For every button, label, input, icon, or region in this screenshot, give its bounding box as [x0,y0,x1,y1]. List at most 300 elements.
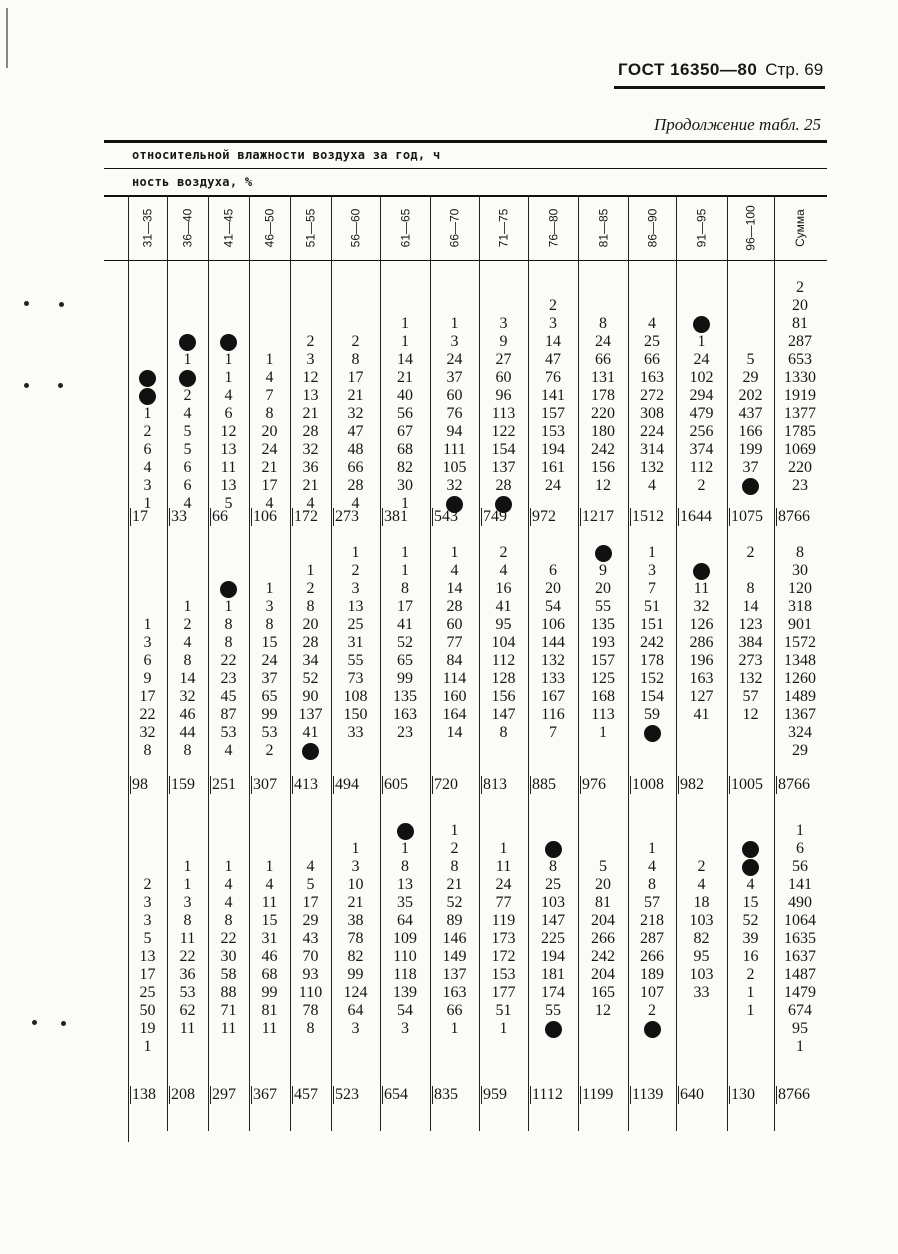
table-cell: 242 [591,948,615,965]
column-header-label: 91—95 [694,208,709,248]
table-cell: 21 [397,369,413,386]
table-cell: 3 [499,315,508,332]
margin-speck [24,301,29,306]
total-mark [210,508,211,526]
page-header [618,60,823,80]
table-cell: 78 [302,1002,319,1019]
table-cell: 1 [183,858,192,875]
null-dot-icon [139,387,156,405]
margin-speck [32,1020,37,1025]
table-cell: 53 [179,984,196,1001]
total-value: 1008 [632,776,664,793]
table-cell: 220 [591,405,615,422]
table-cell: 4 [306,858,315,875]
data-column [430,822,479,1056]
total-mark [333,776,334,794]
table-cell: 1 [796,822,804,839]
table-cell: 24 [495,876,512,893]
table-cell: 154 [491,441,516,458]
table-cell: 55 [595,598,611,615]
table-cell: 4 [143,459,152,476]
column-header-label: 51—55 [303,208,318,248]
table-cell: 17 [139,966,156,983]
data-column [380,822,430,1056]
table-cell: 5 [143,930,152,947]
table-cell: 21 [261,459,278,476]
table-cell: 2 [265,742,274,759]
table-cell: 1487 [784,966,816,983]
margin-speck [58,383,63,388]
table-cell: 82 [693,930,710,947]
table-cell: 124 [343,984,368,1001]
table-cell: 14 [446,580,463,597]
table-cell: 1 [796,1038,804,1055]
null-dot-icon [179,369,196,387]
total-mark [210,776,211,794]
table-cell: 12 [220,423,237,440]
null-dot-icon [397,822,414,840]
table-cell: 163 [640,369,664,386]
table-cell: 2 [746,544,755,561]
total-value: 835 [434,1086,458,1103]
total-value: 1112 [532,1086,563,1103]
total-mark [251,1086,252,1104]
data-column [528,544,578,760]
table-cell: 1572 [784,634,816,651]
table-cell: 41 [302,724,319,741]
table-cell: 32 [179,688,196,705]
total-mark [678,776,679,794]
data-column [290,822,331,1056]
table-cell: 163 [442,984,467,1001]
table-cell: 16 [742,948,759,965]
total-value: 130 [731,1086,755,1103]
table-cell: 37 [261,670,278,687]
column-total [292,508,318,526]
table-cell: 1 [306,562,315,579]
table-cell: 152 [640,670,664,687]
table-cell: 104 [491,634,516,651]
table-cell: 131 [591,369,615,386]
column-total [530,1086,563,1104]
table-cell: 64 [347,1002,364,1019]
table-cell: 1 [183,876,192,893]
dot-icon [545,841,562,858]
margin-speck [59,302,64,307]
table-cell: 204 [591,912,615,929]
table-cell: 147 [491,706,516,723]
table-cell: 43 [302,930,319,947]
table-cell: 11 [179,930,196,947]
total-mark [481,1086,482,1104]
data-column [331,279,380,513]
table-cell: 150 [343,706,368,723]
table-cell: 32 [139,724,156,741]
table-cell: 24 [261,441,278,458]
table-cell: 2 [306,333,315,350]
table-cell: 287 [788,333,812,350]
table-cell: 11 [220,1020,237,1037]
total-mark [292,776,293,794]
table-cell: 13 [347,598,364,615]
table-cell: 1 [351,544,360,561]
table-cell: 10 [347,876,364,893]
table-cell: 113 [591,706,615,723]
table-cell: 1 [265,858,274,875]
table-cell: 139 [393,984,417,1001]
table-cell: 52 [302,670,319,687]
total-value: 982 [680,776,704,793]
table-cell: 8 [746,580,755,597]
table-cell: 40 [397,387,413,404]
table-cell: 3 [306,351,315,368]
total-value: 959 [483,1086,507,1103]
data-column [676,279,727,513]
table-cell: 70 [302,948,319,965]
table-cell: 168 [591,688,615,705]
table-cell: 308 [640,405,664,422]
table-cell: 108 [343,688,368,705]
column-total [210,508,228,526]
table-cell: 1348 [784,652,816,669]
total-mark [382,776,383,794]
table-cell: 8 [183,742,192,759]
total-value: 1512 [632,508,664,525]
data-column [727,279,774,513]
total-mark [630,1086,631,1104]
table-cell: 11 [261,1020,278,1037]
table-cell: 32 [347,405,364,422]
total-value: 654 [384,1086,408,1103]
column-total [382,776,408,794]
total-mark [251,776,252,794]
table-cell: 15 [261,912,278,929]
column-total [678,1086,704,1104]
column-total [432,1086,458,1104]
column-total [169,776,195,794]
table-cell: 2 [450,840,459,857]
table-cell: 2 [796,279,804,296]
table-cell: 8 [224,912,233,929]
table-cell: 3 [549,315,557,332]
table-cell: 3 [143,477,152,494]
column-total [130,1086,156,1104]
table-cell: 21 [302,477,319,494]
total-mark [292,1086,293,1104]
table-cell: 163 [689,670,714,687]
table-cell: 5 [306,876,315,893]
table-cell: 50 [139,1002,156,1019]
table-cell: 11 [693,580,710,597]
table-cell: 15 [742,894,759,911]
table-cell: 8 [499,724,508,741]
column-total [130,508,148,526]
total-mark [481,508,482,526]
table-cell: 126 [689,616,714,633]
total-mark [630,776,631,794]
table-cell: 1 [450,315,459,332]
table-cell: 96 [495,387,512,404]
margin-speck [61,1021,66,1026]
table-cell: 1637 [784,948,816,965]
table-cell: 160 [442,688,467,705]
table-cell: 8 [599,315,607,332]
page-number: Стр. 69 [765,60,824,79]
column-total [292,776,318,794]
table-cell: 8 [401,858,409,875]
total-value: 413 [294,776,318,793]
header-rule [614,86,825,89]
table-cell: 21 [446,876,463,893]
table-cell: 28 [495,477,512,494]
total-mark [630,508,631,526]
table-cell: 181 [541,966,565,983]
dot-icon [220,581,237,598]
table-cell: 14 [742,598,759,615]
table-cell: 3 [143,894,152,911]
table-cell: 6 [183,477,192,494]
table-cell: 1 [401,562,409,579]
table-cell: 60 [495,369,512,386]
table-cell: 128 [491,670,516,687]
total-value: 33 [171,508,187,525]
table-cell: 20 [545,580,561,597]
table-cell: 220 [788,459,812,476]
table-cell: 1919 [784,387,816,404]
table-cell: 106 [541,616,565,633]
data-column [727,822,774,1056]
dot-icon [693,316,710,333]
table-cell: 1069 [784,441,816,458]
table-cell: 15 [261,634,278,651]
null-dot-icon [220,333,237,351]
table-cell: 113 [491,405,516,422]
table-cell: 95 [792,1020,808,1037]
table-cell: 173 [491,930,516,947]
total-mark [382,1086,383,1104]
data-column [628,544,676,760]
table-cell: 4 [697,876,706,893]
dot-icon [693,563,710,580]
table-cell: 110 [298,984,323,1001]
table-cell: 8 [450,858,459,875]
column-total [210,1086,236,1104]
table-cell: 146 [442,930,467,947]
column-total [382,1086,408,1104]
column-header [628,196,676,260]
table-cell: 1 [265,351,274,368]
table-cell: 22 [220,930,237,947]
data-column [208,822,249,1056]
table-cell: 1 [143,495,152,512]
table-cell: 135 [393,688,417,705]
table-cell: 1377 [784,405,816,422]
column-header-label: 56—60 [348,208,363,248]
table-cell: 60 [446,616,463,633]
column-header-label: 46—50 [262,208,277,248]
table-cell: 54 [397,1002,413,1019]
table-cell: 8 [306,1020,315,1037]
dot-icon [742,478,759,495]
table-cell: 84 [446,652,463,669]
table-cell: 314 [640,441,664,458]
column-total [481,508,507,526]
table-cell: 12 [595,477,611,494]
table-cell: 27 [495,351,512,368]
table-cell: 99 [261,706,278,723]
table-cell: 3 [450,333,459,350]
table-cell: 76 [446,405,463,422]
table-cell: 36 [179,966,196,983]
data-column [430,544,479,760]
column-header [290,196,331,260]
table-cell: 17 [302,894,319,911]
table-cell: 13 [139,948,156,965]
total-value: 885 [532,776,556,793]
table-cell: 141 [541,387,565,404]
table-cell: 11 [261,894,278,911]
table-cell: 66 [595,351,611,368]
table-cell: 156 [591,459,615,476]
table-cell: 2 [143,876,152,893]
table-cell: 16 [495,580,512,597]
data-column [430,279,479,513]
table-cell: 20 [595,580,611,597]
data-column [727,544,774,760]
table-cell: 2 [746,966,755,983]
table-cell: 8 [796,544,804,561]
total-value: 523 [335,1086,359,1103]
table-cell: 37 [742,459,759,476]
table-cell: 1489 [784,688,816,705]
table-cell: 1 [401,495,409,512]
column-total [481,776,507,794]
table-cell: 2 [549,297,557,314]
top-rule [104,140,827,143]
data-column [578,822,628,1056]
table-cell: 156 [491,688,516,705]
column-header-label: 31—35 [140,208,155,248]
total-value: 138 [132,1086,156,1103]
total-value: 307 [253,776,277,793]
table-cell: 11 [179,1020,196,1037]
table-cell: 1 [450,544,459,561]
column-total [729,1086,755,1104]
table-cell: 161 [541,459,565,476]
column-header [528,196,578,260]
table-cell: 71 [220,1002,237,1019]
total-value: 98 [132,776,148,793]
total-value: 457 [294,1086,318,1103]
table-cell: 41 [693,706,710,723]
table-cell: 38 [347,912,364,929]
table-cell: 4 [306,495,315,512]
total-mark [130,508,131,526]
table-cell: 51 [495,1002,512,1019]
table-cell: 33 [347,724,364,741]
total-value: 172 [294,508,318,525]
table-cell: 8 [648,876,656,893]
table-cell: 166 [738,423,763,440]
table-cell: 28 [302,634,319,651]
null-dot-icon [302,742,319,760]
table-cell: 47 [545,351,561,368]
table-cell: 25 [347,616,364,633]
column-header-label: 81—85 [595,208,610,248]
table-cell: 4 [224,894,233,911]
column-total [251,1086,277,1104]
column-header [167,196,208,260]
table-cell: 1 [697,333,706,350]
null-dot-icon [139,369,156,387]
column-total [630,776,664,794]
table-cell: 127 [689,688,714,705]
total-mark [432,1086,433,1104]
table-cell: 120 [788,580,812,597]
table-cell: 204 [591,966,615,983]
table-cell: 8 [183,652,192,669]
table-cell: 154 [640,688,664,705]
dot-icon [742,841,759,858]
table-cell: 242 [591,441,615,458]
table-cell: 17 [397,598,413,615]
data-column [676,544,727,760]
table-cell: 479 [689,405,714,422]
header-bottom-rule [104,260,827,261]
table-cell: 8 [351,351,360,368]
table-cell: 135 [591,616,615,633]
column-header [676,196,727,260]
table-cell: 17 [139,688,156,705]
dot-icon [220,334,237,351]
table-cell: 1 [648,544,656,561]
table-cell: 114 [442,670,467,687]
total-value: 381 [384,508,408,525]
table-cell: 1 [265,580,274,597]
column-header [578,196,628,260]
table-cell: 39 [742,930,759,947]
caption-hours: относительной влажности воздуха за год, ч [132,148,441,162]
table-cell: 1 [401,840,409,857]
table-cell: 266 [640,948,664,965]
table-cell: 4 [183,405,192,422]
column-header-label: 71—75 [496,208,511,248]
total-mark [481,776,482,794]
total-value: 972 [532,508,556,525]
column-total [210,776,236,794]
total-mark [292,508,293,526]
table-cell: 65 [397,652,413,669]
table-cell: 78 [347,930,364,947]
table-cell: 133 [541,670,565,687]
table-cell: 147 [541,912,565,929]
total-value: 1199 [582,1086,614,1103]
table-cell: 1 [183,351,192,368]
table-cell: 28 [302,423,319,440]
column-total [432,508,458,526]
table-cell: 103 [689,966,714,983]
total-mark [530,508,531,526]
table-cell: 112 [689,459,714,476]
column-total [580,1086,613,1104]
table-cell: 67 [397,423,413,440]
table-cell: 177 [491,984,516,1001]
table-cell: 151 [640,616,664,633]
table-cell: 123 [738,616,763,633]
table-cell: 95 [495,616,512,633]
table-cell: 6 [143,441,152,458]
table-cell: 149 [442,948,467,965]
